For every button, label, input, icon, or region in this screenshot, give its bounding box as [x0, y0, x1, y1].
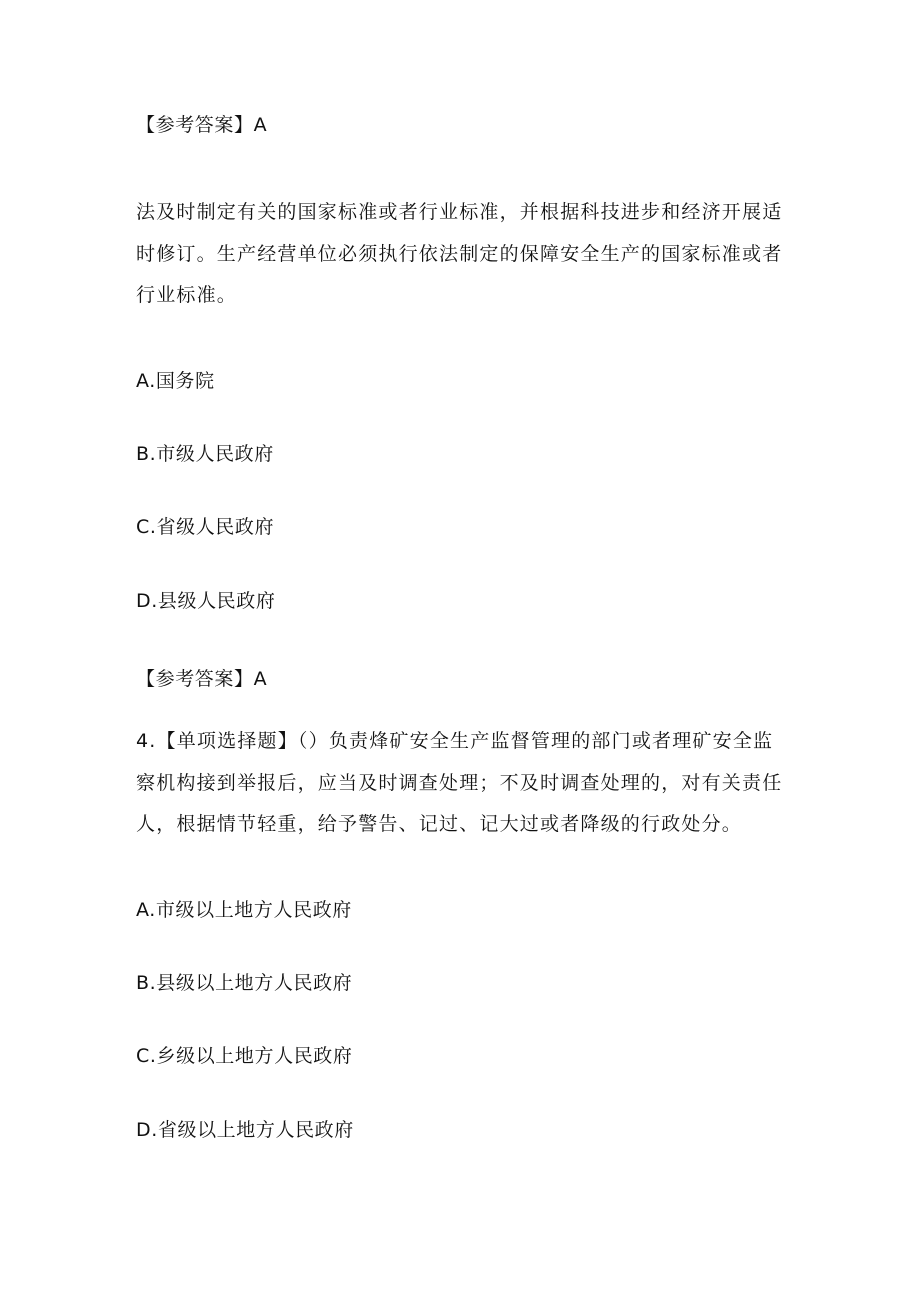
q4-option-a: A.市级以上地方人民政府 [136, 899, 352, 921]
option-a: A.国务院 [136, 370, 215, 392]
stem-line: 察机构接到举报后，应当及时调查处理；不及时调查处理的，对有关责任 [136, 771, 783, 794]
option-b: B.市级人民政府 [136, 443, 274, 465]
question-stem [136, 192, 784, 317]
q4-option-b: B.县级以上地方人民政府 [136, 972, 353, 994]
q4-option-d: D.省级以上地方人民政府 [136, 1119, 354, 1141]
option-c: C.省级人民政府 [136, 516, 275, 538]
stem-line: 时修订。生产经营单位必须执行依法制定的保障安全生产的国家标准或者 [136, 242, 783, 265]
answer-label: 【参考答案】A [136, 668, 268, 690]
stem-line: 行业标准。 [136, 284, 238, 306]
answer-label: 【参考答案】A [136, 114, 268, 136]
stem-line: 法及时制定有关的国家标准或者行业标准，并根据科技进步和经济开展适 [136, 201, 783, 223]
option-d: D.县级人民政府 [136, 590, 276, 612]
stem-line: 4.【单项选择题】（）负责烽矿安全生产监督管理的部门或者理矿安全监 [136, 730, 774, 752]
stem-line: 人，根据情节轻重，给予警告、记过、记大过或者降级的行政处分。 [136, 813, 743, 835]
q4-option-c: C.乡级以上地方人民政府 [136, 1045, 353, 1067]
question-4-stem [136, 721, 784, 846]
